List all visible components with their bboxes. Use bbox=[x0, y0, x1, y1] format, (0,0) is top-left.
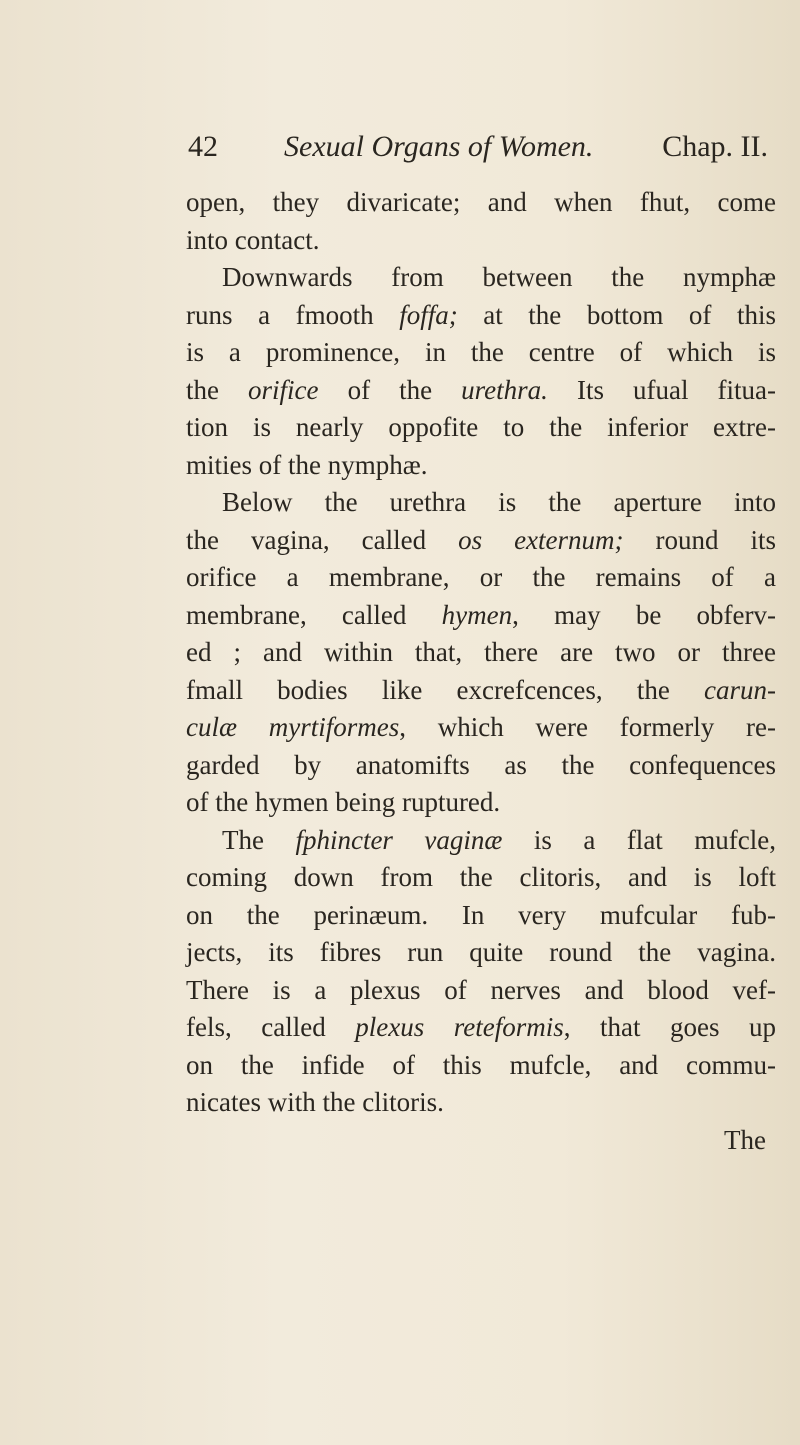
text-run: mities of the nymphæ. bbox=[186, 449, 428, 480]
italic-term: urethra. bbox=[461, 374, 548, 405]
text-line bbox=[186, 672, 776, 710]
text-line bbox=[186, 934, 776, 972]
text-run: garded by anatomifts as the confequences bbox=[186, 749, 776, 780]
text-run: ed ; and within that, there are two or three bbox=[186, 637, 776, 667]
text-line bbox=[186, 972, 776, 1010]
text-run: at the bottom of this bbox=[457, 299, 776, 330]
text-run: open, they divaricate; and when fhut, come bbox=[186, 187, 776, 217]
text-run: , that goes up bbox=[563, 1012, 776, 1042]
text-line bbox=[186, 184, 776, 222]
italic-term: plexus reteformis bbox=[355, 1012, 564, 1042]
italic-term: carun- bbox=[704, 674, 776, 705]
text-line bbox=[186, 859, 776, 897]
italic-term: culæ myrtiformes bbox=[186, 712, 400, 742]
text-run: is a prominence, in the centre of which is bbox=[186, 337, 776, 367]
text-run: fmall bodies like excrefcences, the bbox=[186, 674, 705, 705]
text-run: round its bbox=[623, 524, 776, 555]
text-run: of the hymen being ruptured. bbox=[186, 787, 501, 817]
text-run: nicates with the clitoris. bbox=[186, 1087, 444, 1117]
text-run: Below the urethra is the aperture into bbox=[222, 487, 776, 517]
text-run: Its ufual fitua- bbox=[547, 374, 776, 405]
text-run: There is a plexus of nerves and blood vef- bbox=[186, 974, 776, 1005]
text-line bbox=[186, 597, 776, 635]
running-header bbox=[188, 130, 768, 180]
catchword: The bbox=[724, 1124, 766, 1155]
text-line bbox=[186, 297, 776, 335]
text-line bbox=[186, 447, 776, 485]
text-line bbox=[186, 709, 776, 747]
text-run: Downwards from between the nymphæ bbox=[222, 262, 776, 292]
text-run: , which were formerly re- bbox=[399, 712, 776, 742]
text-run: membrane, called bbox=[186, 599, 442, 630]
text-line bbox=[186, 634, 776, 672]
text-run: tion is nearly oppofite to the inferior extre- bbox=[186, 412, 776, 442]
text-run: the vagina, called bbox=[186, 524, 459, 555]
text-run: jects, its fibres run quite round the vagina. bbox=[186, 937, 776, 967]
text-line bbox=[186, 1084, 776, 1122]
italic-term: hymen bbox=[441, 599, 513, 630]
text-line bbox=[186, 259, 776, 297]
text-run: runs a fmooth bbox=[186, 299, 400, 330]
chapter-label: Chap. II. bbox=[662, 130, 768, 163]
text-run: fels, called bbox=[186, 1012, 356, 1042]
text-line bbox=[186, 409, 776, 447]
text-run: into contact. bbox=[186, 224, 320, 255]
text-line bbox=[186, 897, 776, 935]
page-number: 42 bbox=[188, 130, 218, 163]
text-line bbox=[186, 559, 776, 597]
text-line bbox=[186, 822, 776, 860]
text-line bbox=[186, 747, 776, 785]
text-line bbox=[186, 522, 776, 560]
text-line bbox=[186, 484, 776, 522]
text-run: on the perinæum. In very mufcular fub- bbox=[186, 899, 776, 930]
text-run: on the infide of this mufcle, and commu- bbox=[186, 1049, 776, 1080]
italic-term: os externum; bbox=[458, 524, 624, 555]
text-line bbox=[186, 372, 776, 410]
running-title: Sexual Organs of Women. bbox=[284, 130, 594, 163]
text-run: is a flat mufcle, bbox=[502, 824, 776, 855]
text-run: coming down from the clitoris, and is loft bbox=[186, 862, 776, 892]
text-line bbox=[186, 784, 776, 822]
text-line bbox=[186, 1047, 776, 1085]
text-line bbox=[186, 1009, 776, 1047]
text-run: , may be obferv- bbox=[512, 599, 776, 630]
text-run: of the bbox=[318, 374, 462, 405]
italic-term: fphincter vaginæ bbox=[295, 824, 503, 855]
text-run: the bbox=[186, 374, 249, 405]
text-run: The bbox=[222, 824, 296, 855]
body-text bbox=[186, 184, 776, 1159]
text-line bbox=[186, 222, 776, 260]
italic-term: orifice bbox=[248, 374, 319, 405]
text-run: orifice a membrane, or the remains of a bbox=[186, 562, 776, 592]
text-line bbox=[186, 334, 776, 372]
italic-term: foffa; bbox=[399, 299, 458, 330]
